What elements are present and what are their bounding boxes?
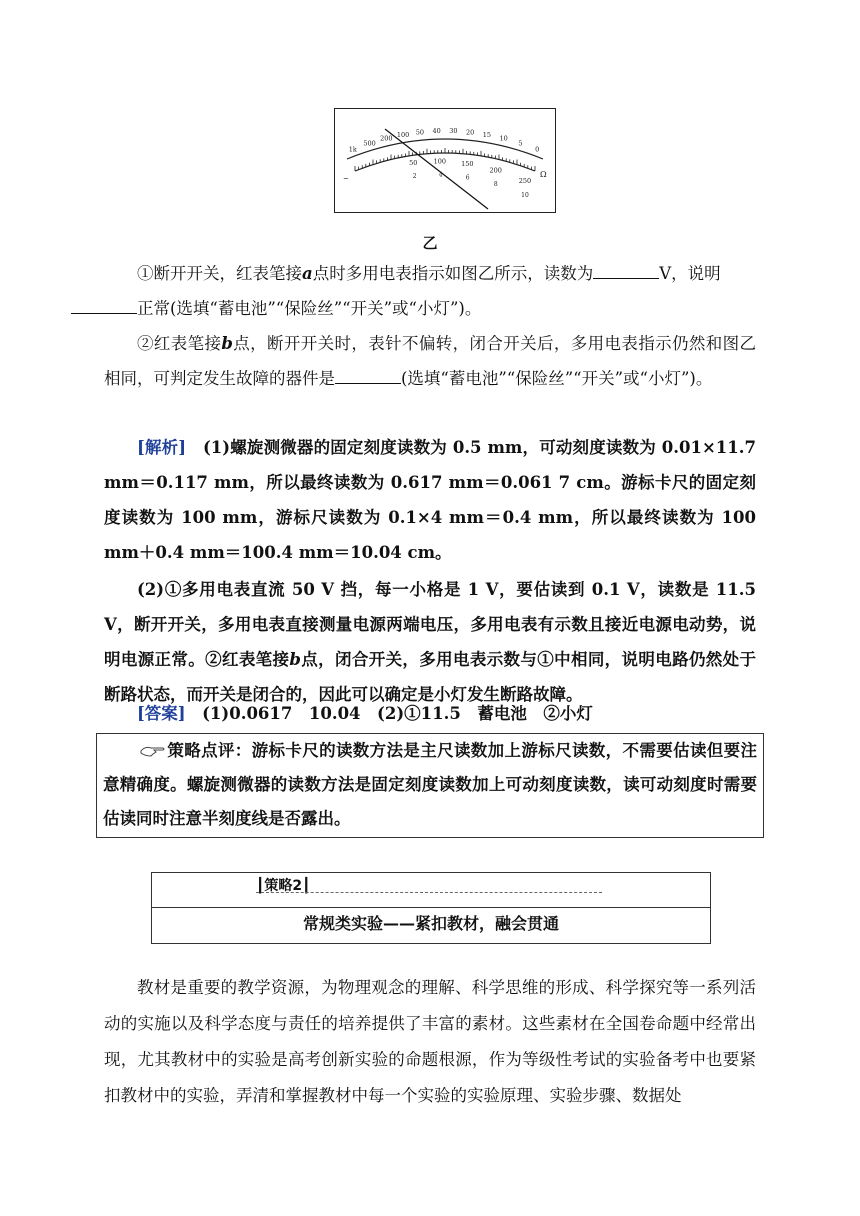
dc-scale-label: 50 [409,159,418,168]
pointing-hand-icon [139,742,167,758]
q1-text-d: 正常(选填“蓄电池”“保险丝”“开关”或“小灯”)。 [137,299,482,318]
q2-text-a: ②红表笔接 [137,334,222,353]
answer-line [104,696,756,731]
q2-text-c: (选填“蓄电池”“保险丝”“开关”或“小灯”)。 [401,369,713,388]
meter-dial-svg [335,109,555,212]
analysis-text-2a: (2)①多用电表直流 50 V 挡，每一小格是 1 V，要估读到 0.1 V，读数是 11.5 V，断开开关，多用电表直接测量电源两端电压，多用电表有示数且接近电源电动势，说明电源正常。②红表笔接 [104,580,756,669]
question-item-2 [104,326,756,396]
q2-text-b: 点，断开开关时，表针不偏转，闭合开关后，多用电表指示仍然和图乙相同，可判定发生故障的器件是 [104,334,757,388]
ohm-scale-label: 20 [465,128,475,137]
ohm-scale-label: 40 [432,127,441,136]
dc-scale-label: 200 [489,166,502,175]
analysis-paragraph-2 [104,572,756,712]
analysis-text-1: (1)螺旋测微器的固定刻度读数为 0.5 mm，可动刻度读数为 0.01×11.7 mm＝0.117 mm，所以最终读数为 0.617 mm＝0.061 7 cm。游标卡尺的固定刻度读数为 100 mm，游标尺读数为 0.1×4 mm＝0.4 mm，所以最终读数为 100 mm＋0.4 mm＝100.4 mm＝10.04 cm。 [104,438,756,562]
answer-text: (1)0.0617 10.04 (2)①11.5 蓄电池 ②小灯 [202,704,593,723]
analysis-var: b [289,650,301,669]
q1-var: a [302,264,313,283]
answer-blank[interactable] [593,260,659,279]
tip-text: 游标卡尺的读数方法是主尺读数加上游标尺读数，不需要估读但要注意精确度。螺旋测微器的读数方法是固定刻度读数加上可动刻度读数，读可动刻度时需要估读同时注意半刻度线是否露出。 [103,741,758,828]
divider [152,907,710,908]
multimeter-figure [334,108,556,213]
q1-text-b: 点时多用电表指示如图乙所示，读数为 [312,264,594,283]
q2-var: b [221,334,233,353]
ohm-scale-label: 1k [348,145,357,154]
dashed-divider [256,892,602,893]
ohm-scale-label: 100 [396,130,410,139]
strategy-header-box [151,872,711,944]
dc-scale-label: 250 [518,177,532,185]
ohm-scale-label: 5 [518,139,523,148]
low-scale-label: 2 [412,172,417,180]
answer-label: [答案] [137,704,186,723]
strategy-title: 常规类实验——紧扣教材，融会贯通 [302,914,559,933]
low-scale-labels [412,171,532,199]
ohm-scale-label: 15 [482,130,492,139]
analysis-label: [解析] [137,438,187,457]
body-paragraph: 教材是重要的教学资源，为物理观念的理解、科学思维的形成、科学探究等一系列活动的实施以及科学态度与责任的培养提供了丰富的素材。这些素材在全国卷命题中经常出现，尤其教材中的实验是高考创新实验的命题根源，作为等级性考试的实验备考中也要紧扣教材中的实验，弄清和掌握教材中每一个实验的实验原理、实验步骤、数据处 [104,978,756,1105]
low-scale-label: 6 [465,174,470,182]
question-item-1 [104,256,756,326]
low-scale-label: 8 [493,181,498,189]
ohm-scale-label: 0 [535,145,540,154]
ohm-scale-label: 10 [499,134,508,143]
dc-scale-label: 100 [433,157,447,166]
strategy-tag: ┃策略2┃ [256,878,311,894]
dc-scale-label: 150 [461,159,474,168]
ohm-scale-label: 50 [415,128,425,137]
strategy-comment-box [96,733,764,838]
ohm-scale-label: 30 [449,127,458,136]
q1-text-a: ①断开开关，红表笔接 [137,264,302,283]
answer-blank[interactable] [71,295,137,314]
analysis-paragraph-1 [104,430,756,570]
analysis-text-2b: 点，闭合开关，多用电表示数与①中相同，说明电路仍然处于断路状态，而开关是闭合的，因此可以确定是小灯发生断路故障。 [104,650,757,704]
q1-text-c: V，说明 [659,264,721,283]
answer-blank[interactable] [335,365,401,384]
ohm-scale-labels [349,127,539,153]
low-scale-label: 10 [521,192,529,199]
ohm-scale-label: 500 [363,139,376,148]
low-scale-label: 4 [438,171,443,179]
left-mark: ~ [343,175,349,183]
tip-label: 策略点评： [167,741,252,760]
ohm-symbol: Ω [540,170,547,179]
ohm-scale-label: 200 [380,134,393,143]
figure-caption: 乙 [422,234,438,252]
